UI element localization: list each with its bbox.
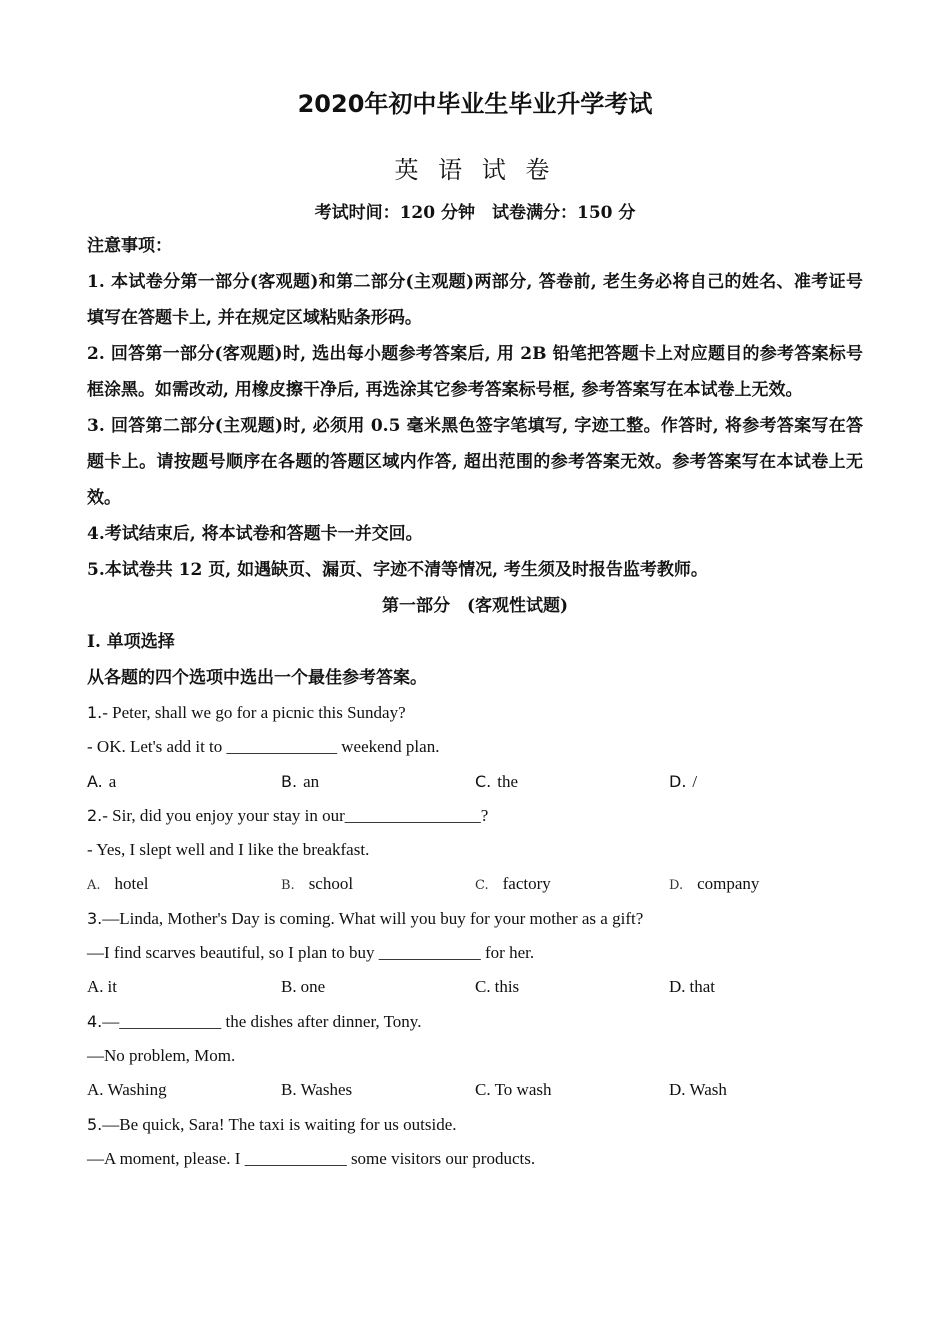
option-text: factory (502, 874, 551, 894)
option-text: Wash (689, 1080, 727, 1100)
answer-options (87, 970, 863, 1004)
question-line: —Be quick, Sara! The taxi is waiting for us outside. (102, 1114, 457, 1134)
question-line: —____________ the dishes after dinner, Tony. (102, 1011, 422, 1031)
exam-title: 2020年初中毕业生毕业升学考试 (297, 90, 653, 118)
option-text: one (300, 977, 326, 997)
option-b[interactable] (281, 1073, 475, 1107)
option-text: the (497, 771, 519, 791)
option-letter: D. (669, 878, 684, 894)
question-stem (87, 1005, 863, 1039)
option-text: an (303, 771, 320, 791)
question-number: 2. (87, 805, 103, 825)
question-number: 5. (87, 1114, 103, 1134)
option-text: company (697, 874, 760, 894)
question-5 (87, 1108, 863, 1177)
option-letter: C. (475, 1080, 491, 1100)
note-item: 3. 回答第二部分(主观题)时, 必须用 0.5 毫米黑色签字笔填写, 字迹工整。作答时, 将参考答案写在答题卡上。请按题号顺序在各题的答题区域内作答, 超出范围的参考答案无效。参考答案写在本试卷上无效。 (87, 416, 863, 508)
option-a[interactable] (87, 970, 281, 1004)
option-d[interactable] (669, 1073, 863, 1107)
option-b[interactable] (281, 970, 475, 1004)
question-line: —Linda, Mother's Day is coming. What will you buy for your mother as a gift? (102, 908, 644, 928)
question-3 (87, 902, 863, 1005)
note-item: 5.本试卷共 12 页, 如遇缺页、漏页、字迹不清等情况, 考生须及时报告监考教师。 (87, 560, 708, 580)
question-stem (87, 1108, 863, 1142)
option-letter: C. (475, 977, 491, 997)
option-d[interactable] (669, 867, 863, 901)
option-letter: B. (281, 771, 298, 791)
option-text: Washing (107, 1080, 167, 1100)
answer-options (87, 867, 863, 901)
option-text: / (692, 771, 698, 791)
option-text: To wash (494, 1080, 552, 1100)
question-stem (87, 902, 863, 936)
note-item: 4.考试结束后, 将本试卷和答题卡一并交回。 (87, 524, 423, 544)
question-line: - Yes, I slept well and I like the breakfast. (87, 840, 370, 860)
question-number: 4. (87, 1011, 103, 1031)
question-4 (87, 1005, 863, 1108)
answer-options (87, 1073, 863, 1107)
question-line: —No problem, Mom. (87, 1045, 236, 1065)
exam-time-and-score: 考试时间：120 分钟 试卷满分：150 分 (314, 203, 636, 223)
question-line: - Sir, did you enjoy your stay in our________________? (102, 805, 489, 825)
section-instruction: 从各题的四个选项中选出一个最佳参考答案。 (87, 668, 427, 688)
option-letter: A. (87, 771, 103, 791)
option-letter: B. (281, 1080, 297, 1100)
option-a[interactable] (87, 765, 281, 799)
question-line: —I find scarves beautiful, so I plan to buy ____________ for her. (87, 943, 535, 963)
option-b[interactable] (281, 765, 475, 799)
option-text: Washes (300, 1080, 353, 1100)
option-text: a (108, 771, 117, 791)
section-heading: I. 单项选择 (87, 632, 175, 652)
option-c[interactable] (475, 765, 669, 799)
option-letter: A. (87, 977, 104, 997)
option-text: hotel (114, 874, 149, 894)
option-d[interactable] (669, 970, 863, 1004)
option-text: that (689, 977, 716, 997)
option-a[interactable] (87, 867, 281, 901)
option-text: it (107, 977, 117, 997)
option-d[interactable] (669, 765, 863, 799)
question-1 (87, 696, 863, 799)
question-stem (87, 696, 863, 730)
option-c[interactable] (475, 1073, 669, 1107)
exam-subtitle: 英 语 试 卷 (394, 156, 556, 184)
option-letter: C. (475, 771, 492, 791)
answer-options (87, 765, 863, 799)
option-text: school (308, 874, 354, 894)
option-letter: A. (87, 1080, 104, 1100)
option-letter: D. (669, 977, 686, 997)
question-number: 1. (87, 703, 103, 722)
option-c[interactable] (475, 867, 669, 901)
question-line: —A moment, please. I ____________ some visitors our products. (87, 1148, 536, 1168)
question-number: 3. (87, 908, 103, 928)
exam-page (87, 86, 863, 1176)
question-stem (87, 799, 863, 833)
option-c[interactable] (475, 970, 669, 1004)
option-a[interactable] (87, 1073, 281, 1107)
option-text: this (494, 977, 520, 997)
question-line: - Peter, shall we go for a picnic this Sunday? (102, 703, 406, 722)
part-one-heading: 第一部分 (客观性试题) (381, 596, 569, 616)
option-letter: A. (87, 878, 101, 894)
option-b[interactable] (281, 867, 475, 901)
option-letter: B. (281, 977, 297, 997)
note-item: 2. 回答第一部分(客观题)时, 选出每小题参考答案后, 用 2B 铅笔把答题卡上对应题目的参考答案标号框涂黑。如需改动, 用橡皮擦干净后, 再选涂其它参考答案标号框, 参考答案写在本试卷上无效。 (87, 344, 863, 400)
notes-heading: 注意事项： (87, 236, 172, 256)
question-line: - OK. Let's add it to _____________ weekend plan. (87, 737, 440, 757)
question-2 (87, 799, 863, 902)
option-letter: D. (669, 771, 687, 791)
note-item: 1. 本试卷分第一部分(客观题)和第二部分(主观题)两部分, 答卷前, 老生务必将自己的姓名、准考证号填写在答题卡上, 并在规定区域粘贴条形码。 (87, 272, 863, 328)
option-letter: C. (475, 878, 489, 894)
option-letter: D. (669, 1080, 686, 1100)
option-letter: B. (281, 878, 295, 894)
